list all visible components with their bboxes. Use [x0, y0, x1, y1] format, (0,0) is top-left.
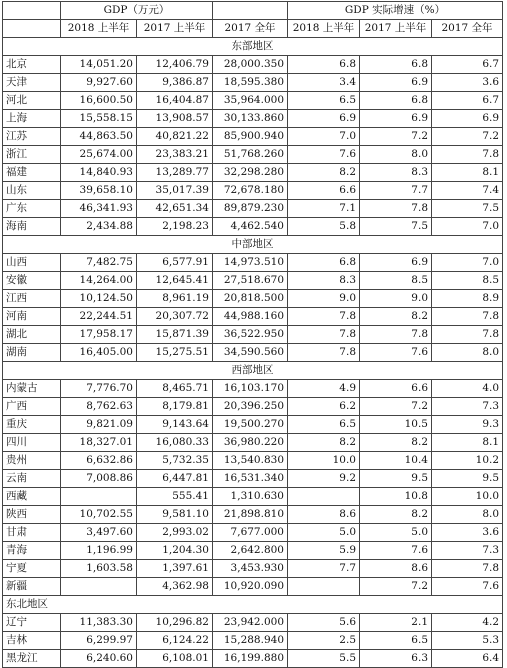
header-col-2018h1: 2018 上半年 — [61, 20, 137, 38]
gdp-2017h1-cell: 16,080.33 — [137, 434, 213, 452]
growth-2017-cell: 7.5 — [432, 200, 503, 218]
gdp-2017-cell: 32,298.280 — [213, 164, 288, 182]
table-row — [3, 110, 503, 128]
growth-2017h1-cell: 8.3 — [360, 164, 432, 182]
growth-2017h1-cell: 8.6 — [360, 560, 432, 578]
gdp-2017-cell: 30,133.860 — [213, 110, 288, 128]
growth-2017-cell: 6.9 — [432, 110, 503, 128]
growth-2017-cell: 7.0 — [432, 218, 503, 236]
province-cell: 河北 — [3, 92, 61, 110]
growth-2017-cell: 8.5 — [432, 272, 503, 290]
gdp-2018h1-cell: 1,603.58 — [61, 560, 137, 578]
province-cell: 海南 — [3, 218, 61, 236]
gdp-2017h1-cell: 8,961.19 — [137, 290, 213, 308]
gdp-2018h1-cell: 9,821.09 — [61, 416, 137, 434]
growth-2017h1-cell: 6.3 — [360, 650, 432, 668]
gdp-2018h1-cell: 1,196.99 — [61, 542, 137, 560]
growth-2018h1-cell: 5.5 — [288, 650, 360, 668]
growth-2018h1-cell: 8.6 — [288, 506, 360, 524]
growth-2018h1-cell: 6.8 — [288, 56, 360, 74]
growth-2017-cell: 10.2 — [432, 452, 503, 470]
province-cell: 安徽 — [3, 272, 61, 290]
gdp-2017h1-cell: 5,732.35 — [137, 452, 213, 470]
growth-2017h1-cell: 9.0 — [360, 290, 432, 308]
gdp-2017-cell: 23,942.000 — [213, 614, 288, 632]
table-row — [3, 272, 503, 290]
province-cell: 内蒙古 — [3, 380, 61, 398]
section-title: 西部地区 — [3, 362, 503, 380]
gdp-2017-cell: 34,590.560 — [213, 344, 288, 362]
growth-2017-cell: 8.9 — [432, 290, 503, 308]
growth-2017-cell: 4.0 — [432, 380, 503, 398]
growth-2017-cell: 6.7 — [432, 56, 503, 74]
growth-2018h1-cell: 7.8 — [288, 344, 360, 362]
header-growth: GDP 实际增速（%） — [288, 2, 503, 20]
table-row — [3, 416, 503, 434]
growth-2017-cell: 3.6 — [432, 524, 503, 542]
gdp-2017-cell: 16,199.880 — [213, 650, 288, 668]
gdp-2017h1-cell: 9,386.87 — [137, 74, 213, 92]
growth-2017h1-cell: 10.8 — [360, 488, 432, 506]
gdp-2017h1-cell: 15,871.39 — [137, 326, 213, 344]
growth-2018h1-cell: 5.6 — [288, 614, 360, 632]
growth-2018h1-cell: 8.2 — [288, 164, 360, 182]
growth-2017-cell: 7.0 — [432, 254, 503, 272]
growth-2017h1-cell: 7.2 — [360, 578, 432, 596]
gdp-2017h1-cell: 12,406.79 — [137, 56, 213, 74]
gdp-2017-cell: 27,518.670 — [213, 272, 288, 290]
growth-2017h1-cell: 10.5 — [360, 416, 432, 434]
gdp-2017-cell: 7,677.000 — [213, 524, 288, 542]
growth-2017h1-cell: 8.2 — [360, 434, 432, 452]
table-row — [3, 650, 503, 668]
province-cell: 四川 — [3, 434, 61, 452]
gdp-2017h1-cell: 6,577.91 — [137, 254, 213, 272]
growth-2017-cell: 7.8 — [432, 146, 503, 164]
table-row — [3, 578, 503, 596]
gdp-2017-cell: 18,595.380 — [213, 74, 288, 92]
growth-2017h1-cell: 6.5 — [360, 632, 432, 650]
growth-2017-cell: 8.0 — [432, 344, 503, 362]
province-cell: 重庆 — [3, 416, 61, 434]
table-row — [3, 380, 503, 398]
growth-2017h1-cell: 7.6 — [360, 542, 432, 560]
growth-2017h1-cell: 9.5 — [360, 470, 432, 488]
growth-2017-cell: 7.8 — [432, 560, 503, 578]
province-cell: 山西 — [3, 254, 61, 272]
gdp-2017-cell: 36,522.950 — [213, 326, 288, 344]
growth-2018h1-cell: 5.9 — [288, 542, 360, 560]
province-cell: 甘肃 — [3, 524, 61, 542]
gdp-2018h1-cell: 18,327.01 — [61, 434, 137, 452]
province-cell: 西藏 — [3, 488, 61, 506]
gdp-2017-cell: 44,988.160 — [213, 308, 288, 326]
gdp-2018h1-cell: 17,958.17 — [61, 326, 137, 344]
header-col-g2017h1: 2017 上半年 — [360, 20, 432, 38]
growth-2017h1-cell: 7.7 — [360, 182, 432, 200]
gdp-2018h1-cell: 3,497.60 — [61, 524, 137, 542]
province-cell: 天津 — [3, 74, 61, 92]
section-row — [3, 596, 503, 614]
province-cell: 宁夏 — [3, 560, 61, 578]
growth-2017-cell: 7.2 — [432, 128, 503, 146]
province-cell: 辽宁 — [3, 614, 61, 632]
gdp-2017h1-cell: 6,124.22 — [137, 632, 213, 650]
gdp-2018h1-cell: 7,776.70 — [61, 380, 137, 398]
section-title: 中部地区 — [3, 236, 503, 254]
table-row — [3, 74, 503, 92]
gdp-2018h1-cell: 7,008.86 — [61, 470, 137, 488]
gdp-2017h1-cell: 8,179.81 — [137, 398, 213, 416]
table-row — [3, 308, 503, 326]
header-col-2017: 2017 全年 — [213, 20, 288, 38]
growth-2017h1-cell: 8.2 — [360, 506, 432, 524]
gdp-2017h1-cell: 16,404.87 — [137, 92, 213, 110]
table-row — [3, 506, 503, 524]
table-row — [3, 560, 503, 578]
section-row — [3, 236, 503, 254]
gdp-2018h1-cell: 39,658.10 — [61, 182, 137, 200]
gdp-2018h1-cell: 10,124.50 — [61, 290, 137, 308]
growth-2017-cell: 8.1 — [432, 164, 503, 182]
growth-2018h1-cell: 9.2 — [288, 470, 360, 488]
gdp-2017-cell: 51,768.260 — [213, 146, 288, 164]
gdp-2017h1-cell: 6,447.81 — [137, 470, 213, 488]
growth-2017-cell: 6.4 — [432, 650, 503, 668]
province-cell: 广东 — [3, 200, 61, 218]
growth-2017h1-cell: 6.9 — [360, 254, 432, 272]
growth-2018h1-cell: 7.0 — [288, 128, 360, 146]
table-row — [3, 128, 503, 146]
gdp-2017-cell: 4,462.540 — [213, 218, 288, 236]
table-row — [3, 218, 503, 236]
header-row-2 — [3, 20, 503, 38]
section-row — [3, 362, 503, 380]
growth-2017h1-cell: 7.8 — [360, 326, 432, 344]
gdp-2017-cell: 35,964.000 — [213, 92, 288, 110]
growth-2017-cell: 9.5 — [432, 470, 503, 488]
growth-2017-cell: 5.3 — [432, 632, 503, 650]
growth-2017-cell: 8.1 — [432, 434, 503, 452]
gdp-2018h1-cell: 14,264.00 — [61, 272, 137, 290]
gdp-2017-cell: 16,103.170 — [213, 380, 288, 398]
province-cell: 江苏 — [3, 128, 61, 146]
gdp-2018h1-cell: 2,434.88 — [61, 218, 137, 236]
gdp-2018h1-cell — [61, 578, 137, 596]
province-cell: 浙江 — [3, 146, 61, 164]
province-cell: 山东 — [3, 182, 61, 200]
gdp-2017h1-cell: 555.41 — [137, 488, 213, 506]
gdp-2017h1-cell: 13,289.77 — [137, 164, 213, 182]
table-row — [3, 182, 503, 200]
growth-2017h1-cell: 2.1 — [360, 614, 432, 632]
gdp-2018h1-cell: 15,558.15 — [61, 110, 137, 128]
table-row — [3, 344, 503, 362]
growth-2017h1-cell: 7.2 — [360, 128, 432, 146]
growth-2017h1-cell: 7.6 — [360, 344, 432, 362]
growth-2017h1-cell: 7.8 — [360, 200, 432, 218]
gdp-2017h1-cell: 10,296.82 — [137, 614, 213, 632]
gdp-2017h1-cell: 2,993.02 — [137, 524, 213, 542]
province-cell: 陕西 — [3, 506, 61, 524]
province-cell: 吉林 — [3, 632, 61, 650]
province-cell: 贵州 — [3, 452, 61, 470]
province-cell: 上海 — [3, 110, 61, 128]
province-cell: 湖南 — [3, 344, 61, 362]
growth-2018h1-cell: 9.0 — [288, 290, 360, 308]
growth-2018h1-cell: 8.2 — [288, 434, 360, 452]
growth-2017h1-cell: 6.8 — [360, 92, 432, 110]
province-cell: 福建 — [3, 164, 61, 182]
gdp-2017h1-cell: 1,204.30 — [137, 542, 213, 560]
gdp-2017-cell: 21,898.810 — [213, 506, 288, 524]
header-corner-2 — [3, 20, 61, 38]
table-row — [3, 488, 503, 506]
gdp-2017h1-cell: 8,465.71 — [137, 380, 213, 398]
gdp-2017-cell: 28,000.350 — [213, 56, 288, 74]
gdp-2017-cell: 14,973.510 — [213, 254, 288, 272]
table-row — [3, 92, 503, 110]
growth-2017h1-cell: 7.2 — [360, 398, 432, 416]
growth-2018h1-cell: 3.4 — [288, 74, 360, 92]
gdp-2018h1-cell: 10,702.55 — [61, 506, 137, 524]
gdp-2017-cell: 20,818.500 — [213, 290, 288, 308]
gdp-2017-cell: 19,500.270 — [213, 416, 288, 434]
growth-2018h1-cell: 10.0 — [288, 452, 360, 470]
gdp-2018h1-cell: 16,600.50 — [61, 92, 137, 110]
growth-2018h1-cell: 6.5 — [288, 92, 360, 110]
growth-2018h1-cell: 6.5 — [288, 416, 360, 434]
table-row — [3, 164, 503, 182]
gdp-2017-cell: 10,920.090 — [213, 578, 288, 596]
province-cell: 北京 — [3, 56, 61, 74]
table-row — [3, 254, 503, 272]
growth-2018h1-cell: 7.7 — [288, 560, 360, 578]
table-row — [3, 470, 503, 488]
table-row — [3, 524, 503, 542]
gdp-2017h1-cell: 42,651.34 — [137, 200, 213, 218]
table-row — [3, 452, 503, 470]
header-blank — [213, 2, 288, 20]
growth-2017h1-cell: 6.9 — [360, 74, 432, 92]
gdp-2017h1-cell: 23,383.21 — [137, 146, 213, 164]
gdp-2017-cell: 13,540.830 — [213, 452, 288, 470]
table-row — [3, 290, 503, 308]
gdp-2017-cell: 1,310.630 — [213, 488, 288, 506]
header-col-2017h1: 2017 上半年 — [137, 20, 213, 38]
growth-2017h1-cell: 6.6 — [360, 380, 432, 398]
gdp-2017-cell: 3,453.930 — [213, 560, 288, 578]
gdp-2018h1-cell: 14,840.93 — [61, 164, 137, 182]
province-cell: 广西 — [3, 398, 61, 416]
gdp-2017h1-cell: 13,908.57 — [137, 110, 213, 128]
gdp-2017h1-cell: 4,362.98 — [137, 578, 213, 596]
table-row — [3, 614, 503, 632]
growth-2017h1-cell: 7.5 — [360, 218, 432, 236]
gdp-2017h1-cell: 40,821.22 — [137, 128, 213, 146]
province-cell: 云南 — [3, 470, 61, 488]
gdp-2018h1-cell: 11,383.30 — [61, 614, 137, 632]
growth-2017h1-cell: 8.2 — [360, 308, 432, 326]
table-row — [3, 398, 503, 416]
gdp-2018h1-cell: 14,051.20 — [61, 56, 137, 74]
gdp-2017h1-cell: 20,307.72 — [137, 308, 213, 326]
growth-2018h1-cell: 6.2 — [288, 398, 360, 416]
section-title: 东部地区 — [3, 38, 503, 56]
growth-2018h1-cell: 6.9 — [288, 110, 360, 128]
table-row — [3, 326, 503, 344]
growth-2017-cell: 7.3 — [432, 542, 503, 560]
growth-2017-cell: 3.6 — [432, 74, 503, 92]
growth-2018h1-cell: 7.8 — [288, 326, 360, 344]
gdp-2018h1-cell — [61, 488, 137, 506]
growth-2017-cell: 6.7 — [432, 92, 503, 110]
gdp-2018h1-cell: 25,674.00 — [61, 146, 137, 164]
gdp-2018h1-cell: 8,762.63 — [61, 398, 137, 416]
growth-2017-cell: 8.0 — [432, 506, 503, 524]
growth-2018h1-cell: 5.0 — [288, 524, 360, 542]
province-cell: 青海 — [3, 542, 61, 560]
gdp-2018h1-cell: 46,341.93 — [61, 200, 137, 218]
growth-2017h1-cell: 5.0 — [360, 524, 432, 542]
gdp-2017-cell: 89,879.230 — [213, 200, 288, 218]
gdp-2017-cell: 85,900.940 — [213, 128, 288, 146]
gdp-2017-cell: 15,288.940 — [213, 632, 288, 650]
growth-2018h1-cell: 8.3 — [288, 272, 360, 290]
gdp-2017-cell: 36,980.220 — [213, 434, 288, 452]
gdp-2018h1-cell: 22,244.51 — [61, 308, 137, 326]
growth-2018h1-cell: 6.8 — [288, 254, 360, 272]
gdp-2017-cell: 16,531.340 — [213, 470, 288, 488]
gdp-2018h1-cell: 6,299.97 — [61, 632, 137, 650]
gdp-2017h1-cell: 1,397.61 — [137, 560, 213, 578]
table-row — [3, 56, 503, 74]
gdp-2018h1-cell: 6,632.86 — [61, 452, 137, 470]
gdp-2017-cell: 2,642.800 — [213, 542, 288, 560]
growth-2018h1-cell: 4.9 — [288, 380, 360, 398]
growth-2017-cell: 7.8 — [432, 326, 503, 344]
header-col-g2018h1: 2018 上半年 — [288, 20, 360, 38]
province-cell: 江西 — [3, 290, 61, 308]
growth-2017-cell: 7.8 — [432, 308, 503, 326]
growth-2018h1-cell: 7.8 — [288, 308, 360, 326]
growth-2017-cell: 10.0 — [432, 488, 503, 506]
growth-2017-cell: 7.4 — [432, 182, 503, 200]
growth-2017-cell: 7.3 — [432, 398, 503, 416]
section-row — [3, 38, 503, 56]
gdp-2017h1-cell: 9,581.10 — [137, 506, 213, 524]
growth-2017h1-cell: 10.4 — [360, 452, 432, 470]
gdp-2018h1-cell: 44,863.50 — [61, 128, 137, 146]
table-row — [3, 200, 503, 218]
gdp-2017h1-cell: 9,143.64 — [137, 416, 213, 434]
province-cell: 黑龙江 — [3, 650, 61, 668]
gdp-2018h1-cell: 16,405.00 — [61, 344, 137, 362]
growth-2017h1-cell: 6.8 — [360, 56, 432, 74]
growth-2017-cell: 4.2 — [432, 614, 503, 632]
gdp-2017h1-cell: 15,275.51 — [137, 344, 213, 362]
growth-2017h1-cell: 8.5 — [360, 272, 432, 290]
header-corner — [3, 2, 61, 20]
growth-2017-cell: 7.6 — [432, 578, 503, 596]
gdp-2017-cell: 20,396.250 — [213, 398, 288, 416]
gdp-2017h1-cell: 12,645.41 — [137, 272, 213, 290]
table-row — [3, 434, 503, 452]
growth-2018h1-cell — [288, 578, 360, 596]
gdp-2018h1-cell: 7,482.75 — [61, 254, 137, 272]
growth-2017-cell: 9.3 — [432, 416, 503, 434]
province-cell: 湖北 — [3, 326, 61, 344]
growth-2017h1-cell: 6.9 — [360, 110, 432, 128]
header-row-1 — [3, 2, 503, 20]
table-row — [3, 146, 503, 164]
gdp-2017-cell: 72,678.180 — [213, 182, 288, 200]
gdp-2018h1-cell: 6,240.60 — [61, 650, 137, 668]
table-row — [3, 632, 503, 650]
gdp-2017h1-cell: 6,108.01 — [137, 650, 213, 668]
gdp-2017h1-cell: 35,017.39 — [137, 182, 213, 200]
growth-2018h1-cell: 2.5 — [288, 632, 360, 650]
header-col-g2017: 2017 全年 — [432, 20, 503, 38]
gdp-table — [2, 1, 503, 668]
header-gdp: GDP（万元） — [61, 2, 213, 20]
growth-2018h1-cell: 5.8 — [288, 218, 360, 236]
section-title: 东北地区 — [3, 596, 503, 614]
growth-2018h1-cell: 6.6 — [288, 182, 360, 200]
gdp-2018h1-cell: 9,927.60 — [61, 74, 137, 92]
growth-2018h1-cell: 7.6 — [288, 146, 360, 164]
growth-2018h1-cell: 7.1 — [288, 200, 360, 218]
growth-2017h1-cell: 8.0 — [360, 146, 432, 164]
province-cell: 河南 — [3, 308, 61, 326]
province-cell: 新疆 — [3, 578, 61, 596]
growth-2018h1-cell — [288, 488, 360, 506]
table-row — [3, 542, 503, 560]
gdp-2017h1-cell: 2,198.23 — [137, 218, 213, 236]
